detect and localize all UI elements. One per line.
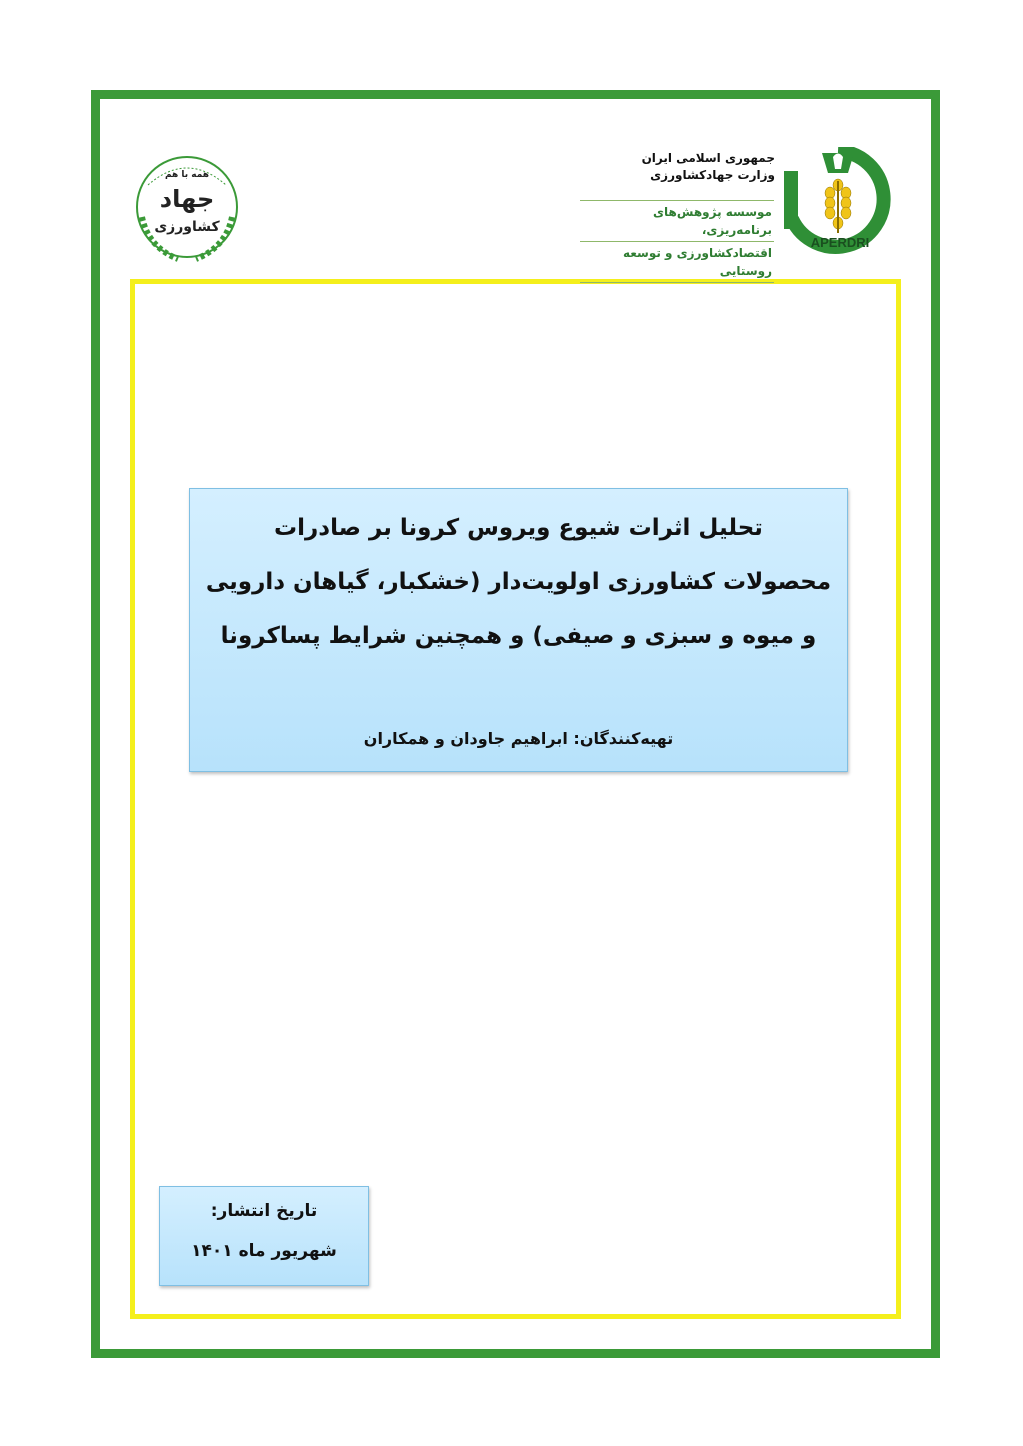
institute-line-2: اقتصادکشاورزی و توسعه روستایی: [622, 246, 772, 278]
authors-line: تهیه‌کنندگان: ابراهیم جاودان و همکاران: [363, 729, 674, 748]
jahad-logo-top-text: همه با هم: [164, 170, 210, 180]
jahad-logo-sub-text: کشاورزی: [154, 219, 220, 235]
jahad-keshavarzi-logo: [128, 147, 246, 267]
ministry-header: [642, 150, 775, 184]
jahad-logo-main-text: جهاد: [159, 185, 215, 213]
publication-date-box: [159, 1186, 369, 1286]
aperdri-logo-text: APERDRI: [810, 235, 870, 250]
title-text-block: [190, 489, 847, 663]
inner-border-frame: [130, 279, 901, 1319]
title-box: [189, 488, 848, 772]
institute-line-1: موسسه پژوهش‌های برنامه‌ریزی،: [653, 205, 772, 237]
aperdri-logo: [778, 147, 900, 255]
title-line-2: محصولات کشاورزی اولویت‌دار (خشکبار، گیاهان دارویی: [205, 569, 832, 595]
title-line-3: و میوه و سبزی و صیفی) و همچنین شرایط پساکرونا: [220, 623, 817, 649]
institute-rule-bottom: [580, 282, 774, 283]
institute-header: [580, 198, 774, 285]
publication-date-value: شهریور ماه ۱۴۰۱: [191, 1241, 337, 1261]
ministry-line-1: جمهوری اسلامی ایران: [641, 151, 775, 165]
ministry-line-2: وزارت جهادکشاورزی: [650, 168, 775, 182]
publication-date-label: تاریخ انتشار:: [210, 1201, 318, 1221]
title-line-1: تحلیل اثرات شیوع ویروس کرونا بر صادرات: [274, 515, 763, 541]
institute-rule-top: [580, 200, 774, 201]
institute-rule-middle: [580, 241, 774, 242]
